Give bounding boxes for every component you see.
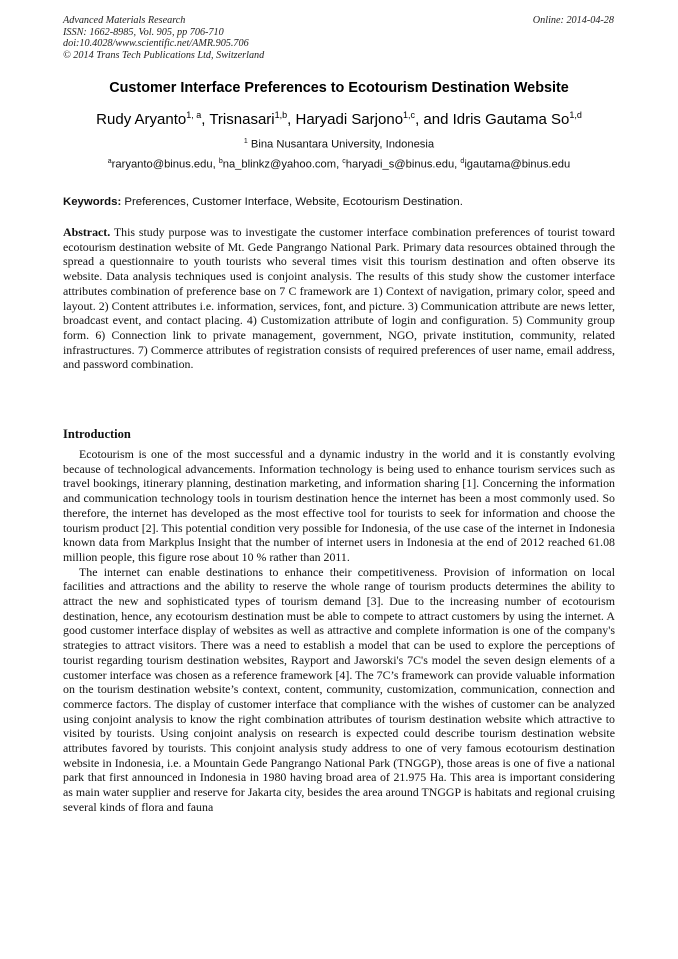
journal-header xyxy=(63,15,264,61)
email-mark: c xyxy=(342,158,346,165)
email-link[interactable]: na_blinkz@yahoo.com, xyxy=(222,158,343,171)
author-name: Rudy Aryanto xyxy=(96,111,187,128)
journal-name: Advanced Materials Research xyxy=(63,15,186,26)
keywords xyxy=(63,196,615,208)
abstract xyxy=(63,225,615,372)
email-link[interactable]: haryadi_s@binus.edu, xyxy=(345,158,461,171)
author-separator: , and xyxy=(415,111,453,128)
affiliation-text: Bina Nusantara University, Indonesia xyxy=(250,138,435,151)
author-affiliation-mark: 1,b xyxy=(274,110,288,120)
author-name: Idris Gautama So xyxy=(452,111,570,128)
author-separator: , xyxy=(287,111,296,128)
author-affiliation-mark: 1, a xyxy=(186,110,202,120)
author-name: Trisnasari xyxy=(209,111,275,128)
paper-title: Customer Interface Preferences to Ecotourism Destination Website xyxy=(109,80,569,96)
journal-issn: ISSN: 1662-8985, Vol. 905, pp 706-710 xyxy=(63,26,224,38)
author-emails xyxy=(30,158,648,171)
abstract-text: This study purpose was to investigate the customer interface combination preferences of tourist toward ecotourism destination website of Mt. Gede Pangrango National Park. Primary data resources obtained through the spread a questionnaire to youth tourists who several times visit this tourism destination and often observe its website. Data analysis techniques used is conjoint analysis. The results of this study show the customer interface attributes combination of preference base on 7 C framework are 1) Context of navigation, primary color, speed and layout. 2) Content attributes i.e. information, services, font, and picture. 3) Communication attribute are news letter, broadcast event, and contact placing. 4) Customization attribute of login and configuration. 5) Community group form. 6) Connection link to private management, government, NGO, private institution, community, related infrastructures. 7) Commerce attributes of registration consists of required preferences of user name, email address, and password combination. xyxy=(63,225,615,372)
author-name: Haryadi Sarjono xyxy=(295,111,404,128)
paragraph: Ecotourism is one of the most successful and a dynamic industry in the world and it is constantly evolving because of technological advancements. Information technology is being used to enhance tourism services such as travel bookings, itinerary planning, destination marketing, and information sharing [1]. Concerning the information and communication technology tools in tourism destination hence the internet has been a most commonly used. So therefore, the internet has developed as the most effective tool for tourists to seek for information and choose the tourism product [2]. This potential condition very possible for Indonesia, of the use case of the internet in Indonesia known data from Markplus Insight that the number of internet users in Indonesia at the end of 2012 reached 61.08 million people, this figure rose about 10 % rather than 2011. xyxy=(63,447,615,564)
affiliation-mark: 1 xyxy=(243,138,248,145)
email-link[interactable]: igautama@binus.edu xyxy=(464,158,571,171)
author-list xyxy=(30,110,648,128)
journal-copyright: © 2014 Trans Tech Publications Ltd, Switzerland xyxy=(63,49,265,61)
section-heading-introduction: Introduction xyxy=(63,427,131,441)
author-affiliation-mark: 1,d xyxy=(569,110,582,120)
author-affiliation-mark: 1,c xyxy=(403,110,416,120)
affiliation xyxy=(30,138,648,151)
journal-doi: doi:10.4028/www.scientific.net/AMR.905.706 xyxy=(63,38,249,50)
keywords-label: Keywords: xyxy=(63,196,122,208)
email-link[interactable]: raryanto@binus.edu, xyxy=(111,158,219,171)
email-mark: a xyxy=(107,158,112,165)
email-mark: d xyxy=(460,158,465,165)
abstract-label: Abstract. xyxy=(63,225,111,239)
online-date: Online: 2014-04-28 xyxy=(532,15,614,26)
email-mark: b xyxy=(218,158,223,165)
paragraph: The internet can enable destinations to enhance their competitiveness. Provision of information on local facilities and attractions and the ability to reserve the whole range of tourism products determines the ability to attract the new and sophisticated types of tourism demand [3]. Due to the increasing number of ecotourism destination, hence, any ecotourism destination must be able to compete to attract customers by using the internet. A good customer interface display of websites as well as attractive and complete information is one of the company's strategies to attract visitors. There was a need to establish a model that can be used to explore the perceptions of tourist regarding tourism destination websites, Rayport and Jaworski's 7C's model the seven design elements of a customer interface was chosen as a reference framework [4]. The 7C’s framework can provide valuable information on the tourism destination website’s context, content, community, customization, communication, connection and commerce factors. The display of customer interface that compliance with the wishes of customer can be analyzed using conjoint analysis to know the right combination attributes of tourism destination website which attractive to visited by tourists. Using conjoint analysis on research is expected could describe tourism destination website attributes favored by tourists. This conjoint analysis study address to one of very famous ecotourism destination website in Indonesia, i.e. a Mountain Gede Pangrango National Park (TNGGP), those areas is one of five a national park that first announced in Indonesia in 1980 having broad area of 21.975 Ha. This area is important considering as main water supplier and reserve for Jakarta city, besides the area around TNGGP is habitats and regional cruising several kinds of flora and fauna xyxy=(63,564,615,814)
author-separator: , xyxy=(201,111,210,128)
introduction-body xyxy=(63,447,615,815)
keywords-text: Preferences, Customer Interface, Website, Ecotourism Destination. xyxy=(121,196,463,208)
